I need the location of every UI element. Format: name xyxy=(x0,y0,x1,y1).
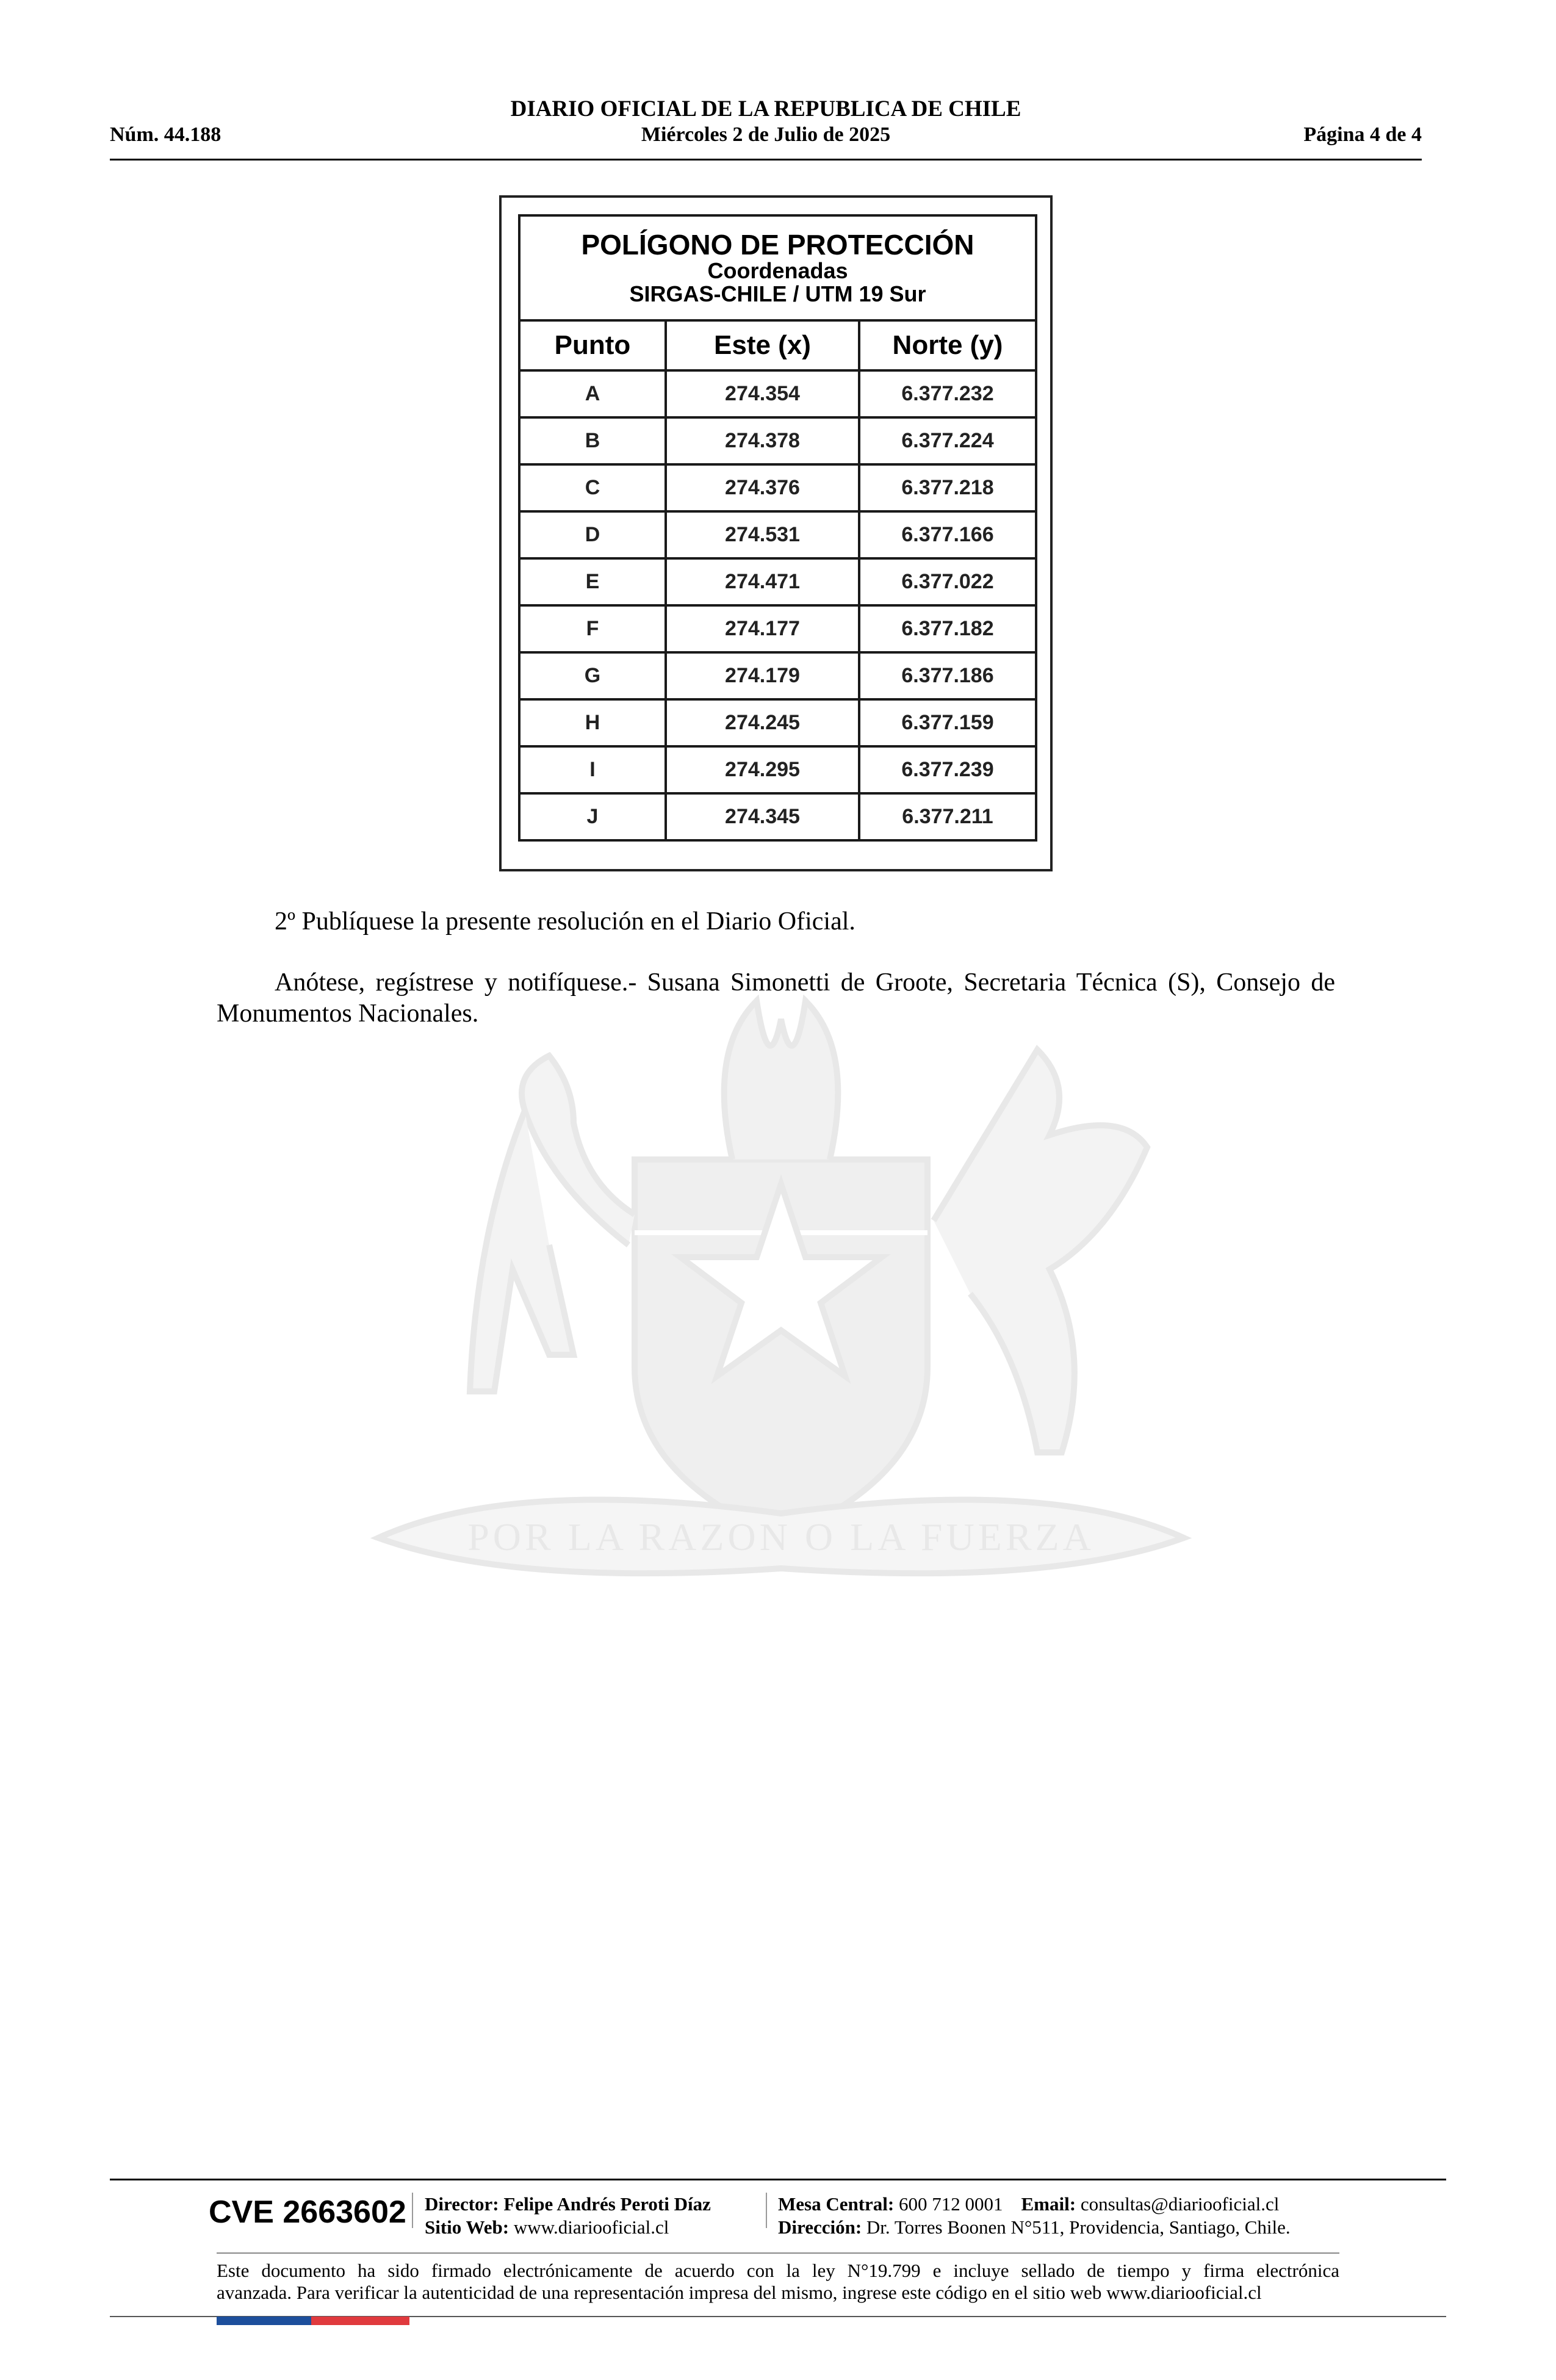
cell-este: 274.471 xyxy=(666,558,859,605)
cell-este: 274.179 xyxy=(666,652,859,699)
watermark-motto: POR LA RAZON O LA FUERZA xyxy=(467,1515,1095,1559)
direccion-value: Dr. Torres Boonen N°511, Providencia, Santiago, Chile. xyxy=(866,2216,1291,2238)
table-subtitle-1: Coordenadas xyxy=(707,258,848,284)
cell-este: 274.376 xyxy=(666,464,859,511)
footer-director-block xyxy=(425,2193,711,2239)
cell-punto: J xyxy=(519,793,666,840)
table-title: POLÍGONO DE PROTECCIÓN xyxy=(581,229,974,261)
flag-blue-segment xyxy=(217,2317,311,2325)
cell-norte: 6.377.218 xyxy=(859,464,1036,511)
cell-este: 274.378 xyxy=(666,417,859,464)
cell-punto: A xyxy=(519,370,666,417)
table-row xyxy=(519,652,1036,699)
footer-contact-block xyxy=(778,2193,1291,2239)
cell-punto: G xyxy=(519,652,666,699)
table-row xyxy=(519,605,1036,652)
cell-punto: F xyxy=(519,605,666,652)
cell-norte: 6.377.224 xyxy=(859,417,1036,464)
cell-este: 274.354 xyxy=(666,370,859,417)
table-row xyxy=(519,511,1036,558)
web-link[interactable]: www.diariooficial.cl xyxy=(513,2216,669,2238)
mesa-label: Mesa Central: xyxy=(778,2193,895,2215)
issue-number: Núm. 44.188 xyxy=(110,123,222,146)
cell-este: 274.531 xyxy=(666,511,859,558)
cell-norte: 6.377.166 xyxy=(859,511,1036,558)
cell-norte: 6.377.232 xyxy=(859,370,1036,417)
cell-este: 274.295 xyxy=(666,746,859,793)
paragraph-publish: 2º Publíquese la presente resolución en el Diario Oficial. xyxy=(275,907,855,936)
table-row xyxy=(519,417,1036,464)
cell-norte: 6.377.239 xyxy=(859,746,1036,793)
cell-este: 274.245 xyxy=(666,699,859,746)
director-label: Director: xyxy=(425,2193,499,2215)
cell-punto: C xyxy=(519,464,666,511)
cell-norte: 6.377.182 xyxy=(859,605,1036,652)
cell-punto: E xyxy=(519,558,666,605)
footer-divider xyxy=(217,2252,1339,2254)
cell-norte: 6.377.159 xyxy=(859,699,1036,746)
cell-punto: B xyxy=(519,417,666,464)
table-row xyxy=(519,746,1036,793)
cve-code: CVE 2663602 xyxy=(209,2194,406,2230)
email-label: Email: xyxy=(1021,2193,1076,2215)
cell-norte: 6.377.186 xyxy=(859,652,1036,699)
footer-separator xyxy=(766,2193,767,2228)
direccion-label: Dirección: xyxy=(778,2216,862,2238)
page-header xyxy=(110,95,1422,160)
newspaper-title: DIARIO OFICIAL DE LA REPUBLICA DE CHILE xyxy=(510,96,1021,121)
director-name: Felipe Andrés Peroti Díaz xyxy=(503,2193,711,2215)
cell-este: 274.177 xyxy=(666,605,859,652)
coordinates-table-frame xyxy=(499,195,1053,871)
table-row xyxy=(519,370,1036,417)
table-title-cell xyxy=(519,215,1036,320)
coordinates-table xyxy=(518,214,1037,842)
mesa-phone: 600 712 0001 xyxy=(899,2193,1003,2215)
page-footer xyxy=(110,2179,1446,2321)
cell-punto: H xyxy=(519,699,666,746)
web-label: Sitio Web: xyxy=(425,2216,510,2238)
cell-este: 274.345 xyxy=(666,793,859,840)
chile-flag-bar xyxy=(217,2317,409,2325)
column-header-norte: Norte (y) xyxy=(859,320,1036,370)
flag-red-segment xyxy=(311,2317,409,2325)
cell-norte: 6.377.211 xyxy=(859,793,1036,840)
table-row xyxy=(519,699,1036,746)
table-row xyxy=(519,793,1036,840)
cell-norte: 6.377.022 xyxy=(859,558,1036,605)
footer-note-line-2: avanzada. Para verificar la autenticidad de una representación impresa del mismo, ingrese este código en el sitio web www.diariooficial.cl xyxy=(217,2282,1262,2303)
footer-separator xyxy=(412,2193,413,2228)
issue-date: Miércoles 2 de Julio de 2025 xyxy=(641,123,891,146)
page-number: Página 4 de 4 xyxy=(1303,123,1422,146)
cell-punto: D xyxy=(519,511,666,558)
column-header-punto: Punto xyxy=(519,320,666,370)
column-header-este: Este (x) xyxy=(666,320,859,370)
email-link[interactable]: consultas@diariooficial.cl xyxy=(1080,2193,1280,2215)
footer-note-line-1: Este documento ha sido firmado electrónicamente de acuerdo con la ley N°19.799 e incluye sellado de tiempo y firma electrónica xyxy=(217,2260,1339,2281)
table-subtitle-2: SIRGAS-CHILE / UTM 19 Sur xyxy=(629,281,926,307)
coat-of-arms-watermark xyxy=(207,928,1355,1660)
cell-punto: I xyxy=(519,746,666,793)
table-row xyxy=(519,558,1036,605)
paragraph-signature: Anótese, regístrese y notifíquese.- Susana Simonetti de Groote, Secretaria Técnica (S), Consejo de Monumentos Nacionales. xyxy=(217,968,1335,1028)
table-row xyxy=(519,464,1036,511)
